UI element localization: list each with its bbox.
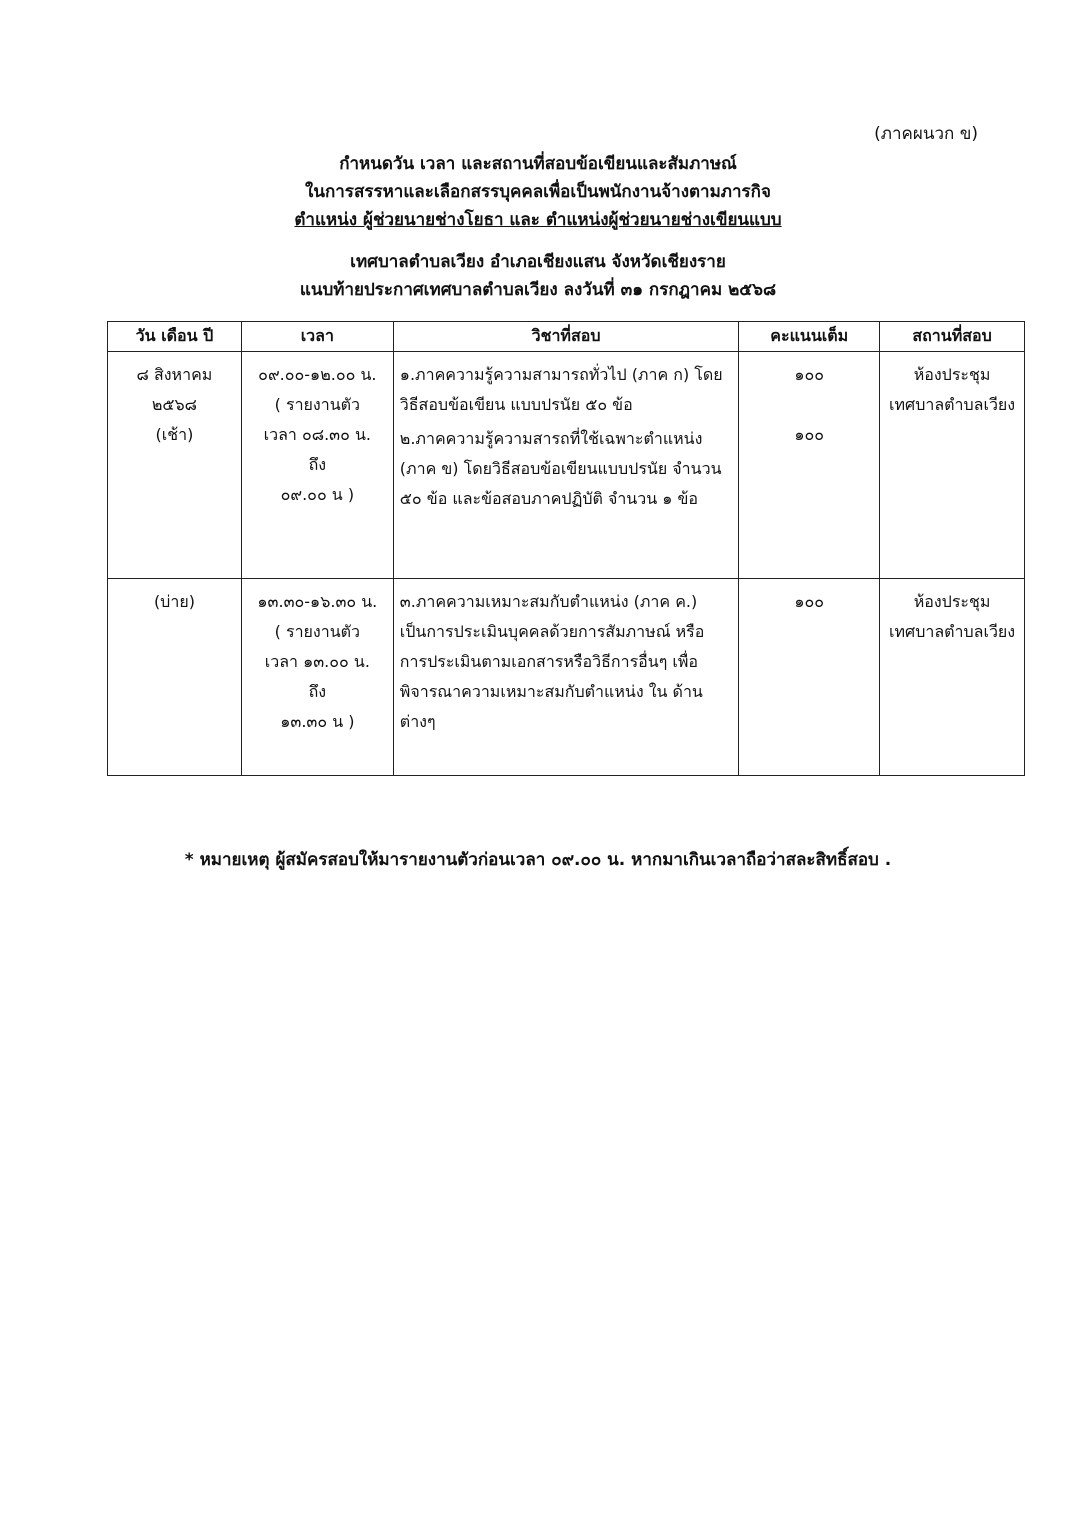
table-row [108,352,1025,579]
table-row [108,579,1025,776]
place-line: ห้องประชุม [913,365,991,384]
subject-item: ๑.ภาคความรู้ความสามารถทั่วไป (ภาค ก) โดยวิธีสอบข้อเขียน แบบปรนัย ๕๐ ข้อ [399,365,723,414]
time-line: ถึง [308,682,327,701]
place-line: เทศบาลตำบลเวียง [889,622,1016,641]
title-line-3-positions: ตำแหน่ง ผู้ช่วยนายช่างโยธา และ ตำแหน่งผู้ช่วยนายช่างเขียนแบบ [294,210,782,230]
score-value: ๑๐๐ [794,365,825,384]
subject-cell [393,579,739,776]
score-value: ๑๐๐ [794,425,825,444]
document-title-block [0,150,1076,304]
date-cell [108,579,242,776]
time-line: ๑๓.๓๐-๑๖.๓๐ น. [257,592,378,611]
header-subject: วิชาที่สอบ [393,322,739,352]
subject-cell [393,352,739,579]
score-cell [739,579,880,776]
title-line-2: ในการสรรหาและเลือกสรรบุคคลเพื่อเป็นพนักงานจ้างตามภารกิจ [305,182,771,202]
time-line: ๐๙.๐๐ น ) [280,485,355,504]
time-cell [241,352,393,579]
header-score: คะแนนเต็ม [739,322,880,352]
header-time: เวลา [241,322,393,352]
subject-item: ๒.ภาคความรู้ความสารถที่ใช้เฉพาะตำแหน่ง (ภาค ข) โดยวิธีสอบข้อเขียนแบบปรนัย จำนวน ๕๐ ข้อ และข้อสอบภาคปฏิบัติ จำนวน ๑ ข้อ [399,429,722,508]
date-line: (บ่าย) [153,592,195,611]
table-header-row [108,322,1025,352]
time-line: ๐๙.๐๐-๑๒.๐๐ น. [258,365,377,384]
time-line: ๑๓.๓๐ น ) [280,712,355,731]
date-line: (เช้า) [155,425,194,444]
date-cell [108,352,242,579]
date-line: ๘ สิงหาคม [136,365,213,384]
place-line: ห้องประชุม [913,592,991,611]
time-line: ( รายงานตัว [274,395,361,414]
place-line: เทศบาลตำบลเวียง [889,395,1016,414]
place-cell [880,579,1025,776]
score-value: ๑๐๐ [794,592,825,611]
time-line: เวลา ๑๓.๐๐ น. [264,652,370,671]
appendix-label: (ภาคผนวก ข) [874,124,978,144]
score-cell [739,352,880,579]
time-line: เวลา ๐๘.๓๐ น. [263,425,371,444]
exam-schedule-table [107,321,1025,776]
header-date: วัน เดือน ปี [108,322,242,352]
header-place: สถานที่สอบ [880,322,1025,352]
time-line: ถึง [308,455,327,474]
title-line-4-organization: เทศบาลตำบลเวียง อำเภอเชียงแสน จังหวัดเชียงราย [350,252,726,272]
subject-item: ๓.ภาคความเหมาะสมกับตำแหน่ง (ภาค ค.) เป็นการประเมินบุคคลด้วยการสัมภาษณ์ หรือ การประเมินตามเอกสารหรือวิธีการอื่นๆ เพื่อพิจารณาความเหมาะสมกับตำแหน่ง ใน ด้านต่างๆ [399,592,705,731]
date-line: ๒๕๖๘ [151,395,198,414]
place-cell [880,352,1025,579]
title-line-5-attachment: แนบท้ายประกาศเทศบาลตำบลเวียง ลงวันที่ ๓๑ กรกฎาคม ๒๕๖๘ [299,280,777,300]
time-cell [241,579,393,776]
footnote-remark: * หมายเหตุ ผู้สมัครสอบให้มารายงานตัวก่อนเวลา ๐๙.๐๐ น. หากมาเกินเวลาถือว่าสละสิทธิ์สอบ . [184,850,892,870]
time-line: ( รายงานตัว [274,622,361,641]
title-line-1: กำหนดวัน เวลา และสถานที่สอบข้อเขียนและสัมภาษณ์ [339,154,737,174]
